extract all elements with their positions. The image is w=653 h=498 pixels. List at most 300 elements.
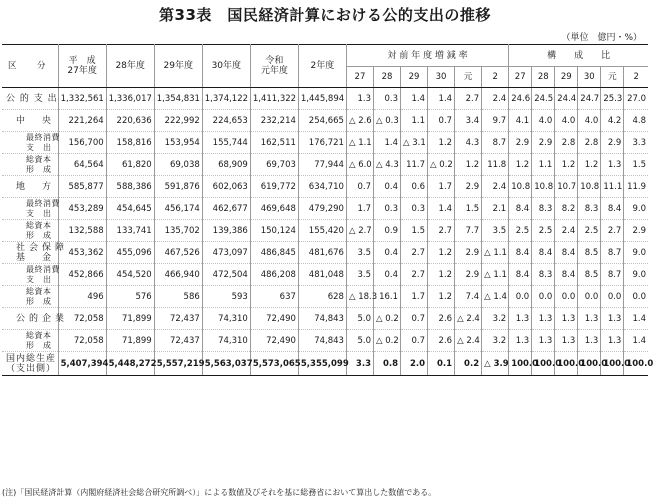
value-cell: 481,676: [298, 242, 346, 264]
share-cell: 1.1: [532, 154, 555, 176]
share-cell: 11.1: [601, 176, 624, 198]
growth-cell: 3.3: [346, 352, 373, 376]
growth-cell: 2.7: [401, 242, 428, 264]
value-cell: 453,289: [58, 198, 106, 220]
value-cell: 5,448,272: [106, 352, 154, 376]
share-cell: 8.4: [509, 242, 532, 264]
growth-cell: 16.1: [373, 286, 400, 308]
share-cell: 4.0: [578, 110, 601, 132]
growth-cell: 1.4: [428, 88, 455, 110]
row-label-text: 最終消費 支 出: [26, 264, 60, 284]
growth-cell: 2.7: [401, 264, 428, 286]
growth-cell: 4.3: [455, 132, 482, 154]
year-header-h30: 30年度: [202, 45, 250, 88]
share-cell: 8.4: [601, 198, 624, 220]
share-cell: 10.8: [509, 176, 532, 198]
share-cell: 25.3: [601, 88, 624, 110]
value-cell: 454,520: [106, 264, 154, 286]
growth-cell: 1.1: [401, 110, 428, 132]
row-label-text: 総資本 形 成: [26, 330, 52, 350]
share-cell: 27.0: [624, 88, 648, 110]
growth-cell: 1.7: [401, 286, 428, 308]
value-cell: 77,944: [298, 154, 346, 176]
value-cell: 5,557,219: [154, 352, 202, 376]
growth-cell: 1.2: [428, 132, 455, 154]
value-cell: 473,097: [202, 242, 250, 264]
growth-cell: 0.7: [346, 176, 373, 198]
year-header-r1: [250, 45, 298, 88]
growth-cell: 0.7: [428, 110, 455, 132]
row-label: [2, 242, 69, 264]
growth-cell: 2.7: [455, 88, 482, 110]
row-label: [2, 88, 58, 110]
row-label: [2, 352, 58, 376]
table-row: [2, 330, 648, 352]
growth-cell: △ 6.0: [346, 154, 373, 176]
growth-cell: 3.5: [346, 264, 373, 286]
share-cell: 1.2: [555, 154, 578, 176]
year-header-h27-text: 平 成 27年度: [67, 56, 97, 76]
row-label: [2, 110, 58, 132]
row-label-text: 社会保障 基 金: [16, 242, 69, 263]
share-group-header: 構 成 比: [509, 45, 648, 67]
growth-cell: △ 3.1: [401, 132, 428, 154]
growth-cell: △ 0.2: [428, 154, 455, 176]
value-cell: 133,741: [106, 220, 154, 242]
growth-cell: △ 1.1: [482, 242, 509, 264]
growth-cell: 1.4: [401, 88, 428, 110]
growth-col-30: 30: [428, 67, 455, 88]
value-cell: 486,208: [250, 264, 298, 286]
share-cell: 1.3: [601, 308, 624, 330]
share-cell: 2.4: [555, 220, 578, 242]
value-cell: 72,490: [250, 330, 298, 352]
table-row: [2, 286, 648, 308]
growth-cell: △ 1.1: [346, 132, 373, 154]
value-cell: 74,843: [298, 308, 346, 330]
share-cell: 1.2: [578, 154, 601, 176]
value-cell: 1,336,017: [106, 88, 154, 110]
growth-cell: △ 3.9: [482, 352, 509, 376]
row-label-text: 国内総生産 （支出側）: [6, 353, 57, 374]
row-label-text: 総資本 形 成: [26, 220, 52, 240]
value-cell: 153,954: [154, 132, 202, 154]
share-cell: 0.0: [532, 286, 555, 308]
growth-cell: 2.9: [455, 242, 482, 264]
value-cell: 5,573,065: [250, 352, 298, 376]
share-cell: 8.4: [555, 242, 578, 264]
share-col-28: 28: [532, 67, 555, 88]
share-cell: 8.3: [532, 264, 555, 286]
share-cell: 4.8: [624, 110, 648, 132]
growth-cell: 3.4: [455, 110, 482, 132]
growth-col-27: 27: [346, 67, 373, 88]
share-cell: 2.9: [509, 132, 532, 154]
growth-cell: 0.7: [401, 330, 428, 352]
value-cell: 72,437: [154, 330, 202, 352]
value-cell: 139,386: [202, 220, 250, 242]
growth-cell: 1.7: [428, 176, 455, 198]
growth-cell: 2.4: [482, 88, 509, 110]
growth-cell: 2.6: [428, 308, 455, 330]
share-cell: 1.4: [624, 308, 648, 330]
value-cell: 1,445,894: [298, 88, 346, 110]
growth-cell: 0.3: [401, 198, 428, 220]
growth-cell: 0.4: [373, 242, 400, 264]
share-cell: 8.3: [532, 198, 555, 220]
growth-cell: 1.5: [455, 198, 482, 220]
share-cell: 8.4: [555, 264, 578, 286]
growth-group-header: 対 前 年 度 増 減 率: [346, 45, 508, 67]
value-cell: 158,816: [106, 132, 154, 154]
share-cell: 1.3: [578, 330, 601, 352]
share-cell: 1.3: [555, 308, 578, 330]
growth-cell: 8.7: [482, 132, 509, 154]
table-row: [2, 110, 648, 132]
value-cell: 1,332,561: [58, 88, 106, 110]
growth-cell: △ 2.4: [455, 308, 482, 330]
value-cell: 71,899: [106, 330, 154, 352]
value-cell: 1,374,122: [202, 88, 250, 110]
share-cell: 8.4: [509, 198, 532, 220]
table-header: [2, 45, 648, 88]
growth-cell: 9.7: [482, 110, 509, 132]
share-cell: 100.0: [532, 352, 555, 376]
value-cell: 467,526: [154, 242, 202, 264]
share-cell: 100.0: [624, 352, 648, 376]
growth-cell: 11.7: [401, 154, 428, 176]
share-cell: 1.3: [509, 308, 532, 330]
value-cell: 74,310: [202, 308, 250, 330]
table-row: [2, 242, 648, 264]
row-label-text: 総資本 形 成: [26, 286, 52, 306]
share-cell: 8.4: [509, 264, 532, 286]
growth-cell: △ 0.3: [373, 110, 400, 132]
table-row: [2, 220, 648, 242]
category-header: 区 分: [2, 45, 58, 88]
share-cell: 2.9: [601, 132, 624, 154]
share-cell: 10.7: [555, 176, 578, 198]
growth-cell: △ 2.4: [455, 330, 482, 352]
value-cell: 135,702: [154, 220, 202, 242]
growth-cell: △ 1.1: [482, 264, 509, 286]
growth-cell: 2.4: [482, 176, 509, 198]
value-cell: 162,511: [250, 132, 298, 154]
year-header-h28: 28年度: [106, 45, 154, 88]
value-cell: 602,063: [202, 176, 250, 198]
share-cell: 1.3: [532, 330, 555, 352]
share-cell: 8.5: [578, 264, 601, 286]
growth-cell: 0.3: [373, 198, 400, 220]
share-cell: 0.0: [624, 286, 648, 308]
share-cell: 100.0: [509, 352, 532, 376]
share-cell: 2.9: [532, 132, 555, 154]
value-cell: 469,648: [250, 198, 298, 220]
row-label-text: 公的企業: [16, 313, 69, 324]
value-cell: 486,845: [250, 242, 298, 264]
table-body: [2, 88, 653, 376]
share-cell: 0.0: [578, 286, 601, 308]
value-cell: 155,744: [202, 132, 250, 154]
growth-cell: 3.5: [346, 242, 373, 264]
value-cell: 634,710: [298, 176, 346, 198]
value-cell: 72,058: [58, 330, 106, 352]
value-cell: 481,048: [298, 264, 346, 286]
growth-cell: 1.2: [455, 154, 482, 176]
growth-cell: 2.7: [428, 220, 455, 242]
growth-cell: 3.2: [482, 308, 509, 330]
value-cell: 462,677: [202, 198, 250, 220]
value-cell: 71,899: [106, 308, 154, 330]
share-cell: 1.3: [509, 330, 532, 352]
share-cell: 2.5: [578, 220, 601, 242]
growth-cell: △ 4.3: [373, 154, 400, 176]
share-cell: 100.0: [601, 352, 624, 376]
row-label-text: 中 央: [16, 115, 56, 126]
share-cell: 8.5: [578, 242, 601, 264]
growth-cell: 7.4: [455, 286, 482, 308]
share-cell: 3.3: [624, 132, 648, 154]
public-expenditure-table: [2, 44, 653, 376]
growth-cell: 3.2: [482, 330, 509, 352]
growth-col-r2: 2: [482, 67, 509, 88]
share-cell: 2.9: [624, 220, 648, 242]
share-cell: 1.3: [555, 330, 578, 352]
value-cell: 156,700: [58, 132, 106, 154]
share-cell: 1.4: [624, 330, 648, 352]
row-label-text: 最終消費 支 出: [26, 198, 60, 218]
share-cell: 100.0: [555, 352, 578, 376]
value-cell: 586: [154, 286, 202, 308]
share-cell: 0.0: [509, 286, 532, 308]
value-cell: 224,653: [202, 110, 250, 132]
value-cell: 74,310: [202, 330, 250, 352]
row-label: [2, 176, 58, 198]
value-cell: 455,096: [106, 242, 154, 264]
unit-label: （単位 億円・%）: [561, 33, 642, 43]
value-cell: 466,940: [154, 264, 202, 286]
value-cell: 74,843: [298, 330, 346, 352]
share-cell: 8.2: [555, 198, 578, 220]
growth-cell: △ 18.3: [346, 286, 373, 308]
table-row: [2, 264, 648, 286]
share-cell: 9.0: [624, 264, 648, 286]
table-row: [2, 308, 648, 330]
share-col-29: 29: [555, 67, 578, 88]
growth-col-28: 28: [373, 67, 400, 88]
share-cell: 1.5: [624, 154, 648, 176]
share-cell: 24.4: [555, 88, 578, 110]
growth-cell: 1.2: [428, 286, 455, 308]
share-cell: 2.5: [509, 220, 532, 242]
value-cell: 588,386: [106, 176, 154, 198]
share-cell: 10.8: [578, 176, 601, 198]
share-cell: 4.0: [555, 110, 578, 132]
growth-cell: 0.1: [428, 352, 455, 376]
growth-cell: 1.4: [373, 132, 400, 154]
share-cell: 0.0: [555, 286, 578, 308]
data-table-wrapper: [2, 44, 653, 376]
share-cell: 24.6: [509, 88, 532, 110]
growth-cell: 2.9: [455, 264, 482, 286]
share-cell: 1.2: [509, 154, 532, 176]
row-label: [2, 264, 58, 286]
growth-cell: 2.0: [401, 352, 428, 376]
value-cell: 454,645: [106, 198, 154, 220]
value-cell: 64,564: [58, 154, 106, 176]
share-cell: 0.0: [601, 286, 624, 308]
growth-cell: △ 2.6: [346, 110, 373, 132]
value-cell: 1,411,322: [250, 88, 298, 110]
share-col-r2: 2: [624, 67, 648, 88]
share-cell: 2.5: [532, 220, 555, 242]
growth-cell: 5.0: [346, 330, 373, 352]
row-label: [2, 154, 58, 176]
share-cell: 100.0: [578, 352, 601, 376]
value-cell: 132,588: [58, 220, 106, 242]
value-cell: 72,437: [154, 308, 202, 330]
value-cell: 479,290: [298, 198, 346, 220]
growth-cell: 0.4: [373, 176, 400, 198]
value-cell: 150,124: [250, 220, 298, 242]
growth-cell: 0.2: [455, 352, 482, 376]
growth-cell: △ 2.7: [346, 220, 373, 242]
table-row: [2, 352, 648, 376]
growth-cell: 2.9: [455, 176, 482, 198]
row-label-text: 最終消費 支 出: [26, 132, 60, 152]
share-cell: 1.3: [601, 154, 624, 176]
share-cell: 4.0: [532, 110, 555, 132]
value-cell: 220,636: [106, 110, 154, 132]
growth-cell: 2.1: [482, 198, 509, 220]
share-cell: 2.8: [578, 132, 601, 154]
value-cell: 591,876: [154, 176, 202, 198]
growth-cell: 11.8: [482, 154, 509, 176]
value-cell: 585,877: [58, 176, 106, 198]
growth-cell: 0.8: [373, 352, 400, 376]
growth-cell: 1.5: [401, 220, 428, 242]
growth-cell: 3.5: [482, 220, 509, 242]
growth-cell: 1.2: [428, 264, 455, 286]
growth-cell: 5.0: [346, 308, 373, 330]
share-cell: 2.8: [555, 132, 578, 154]
table-row: [2, 176, 648, 198]
value-cell: 472,504: [202, 264, 250, 286]
growth-cell: 2.6: [428, 330, 455, 352]
value-cell: 176,721: [298, 132, 346, 154]
value-cell: 221,264: [58, 110, 106, 132]
value-cell: 61,820: [106, 154, 154, 176]
growth-cell: 1.4: [428, 198, 455, 220]
row-label: [2, 286, 58, 308]
growth-cell: 0.3: [373, 88, 400, 110]
row-label-text: 地 方: [16, 181, 56, 192]
value-cell: 232,214: [250, 110, 298, 132]
table-title: 第33表 国民経済計算における公的支出の推移: [159, 6, 491, 24]
growth-cell: 7.7: [455, 220, 482, 242]
value-cell: 593: [202, 286, 250, 308]
share-col-30: 30: [578, 67, 601, 88]
share-col-r1: 元: [601, 67, 624, 88]
year-header-h27: [58, 45, 106, 88]
growth-cell: 0.4: [373, 264, 400, 286]
growth-cell: 0.9: [373, 220, 400, 242]
table-row: [2, 198, 648, 220]
share-cell: 24.7: [578, 88, 601, 110]
share-col-27: 27: [509, 67, 532, 88]
value-cell: 637: [250, 286, 298, 308]
value-cell: 69,038: [154, 154, 202, 176]
share-cell: 2.7: [601, 220, 624, 242]
row-label: [2, 308, 69, 330]
share-cell: 8.7: [601, 242, 624, 264]
growth-col-r1: 元: [455, 67, 482, 88]
value-cell: 72,058: [58, 308, 106, 330]
growth-cell: △ 1.4: [482, 286, 509, 308]
value-cell: 452,866: [58, 264, 106, 286]
share-cell: 24.5: [532, 88, 555, 110]
value-cell: 619,772: [250, 176, 298, 198]
row-label: [2, 330, 58, 352]
growth-cell: 1.7: [346, 198, 373, 220]
value-cell: 5,563,037: [202, 352, 250, 376]
value-cell: 72,490: [250, 308, 298, 330]
footnote: (注)「国民経済計算（内閣府経済社会総合研究所調べ）」による数値及びそれを基に総務省において算出した数値である。: [2, 488, 437, 497]
row-label-text: 公 的 支 出: [6, 93, 58, 104]
growth-cell: 0.7: [401, 308, 428, 330]
table-row: [2, 132, 648, 154]
row-label: [2, 198, 58, 220]
value-cell: 69,703: [250, 154, 298, 176]
share-cell: 11.9: [624, 176, 648, 198]
growth-cell: 0.6: [401, 176, 428, 198]
value-cell: 5,407,394: [58, 352, 106, 376]
row-label-text: 総資本 形 成: [26, 154, 52, 174]
row-label: [2, 132, 58, 154]
value-cell: 68,909: [202, 154, 250, 176]
growth-col-29: 29: [401, 67, 428, 88]
share-cell: 10.8: [532, 176, 555, 198]
value-cell: 5,355,099: [298, 352, 346, 376]
value-cell: 453,362: [58, 242, 106, 264]
value-cell: 628: [298, 286, 346, 308]
value-cell: 496: [58, 286, 106, 308]
share-cell: 1.3: [601, 330, 624, 352]
value-cell: 155,420: [298, 220, 346, 242]
value-cell: 222,992: [154, 110, 202, 132]
growth-cell: △ 0.2: [373, 308, 400, 330]
year-header-r1-text: 令和 元年度: [260, 56, 288, 76]
value-cell: 576: [106, 286, 154, 308]
share-cell: 1.3: [578, 308, 601, 330]
share-cell: 4.2: [601, 110, 624, 132]
year-header-h29: 29年度: [154, 45, 202, 88]
share-cell: 8.3: [578, 198, 601, 220]
share-cell: 9.0: [624, 242, 648, 264]
growth-cell: 1.2: [428, 242, 455, 264]
row-label: [2, 220, 58, 242]
growth-cell: △ 0.2: [373, 330, 400, 352]
value-cell: 254,665: [298, 110, 346, 132]
share-cell: 4.1: [509, 110, 532, 132]
share-cell: 1.3: [532, 308, 555, 330]
table-row: [2, 88, 648, 110]
value-cell: 1,354,831: [154, 88, 202, 110]
share-cell: 8.4: [532, 242, 555, 264]
year-header-r2: 2年度: [298, 45, 346, 88]
value-cell: 456,174: [154, 198, 202, 220]
growth-cell: 1.3: [346, 88, 373, 110]
